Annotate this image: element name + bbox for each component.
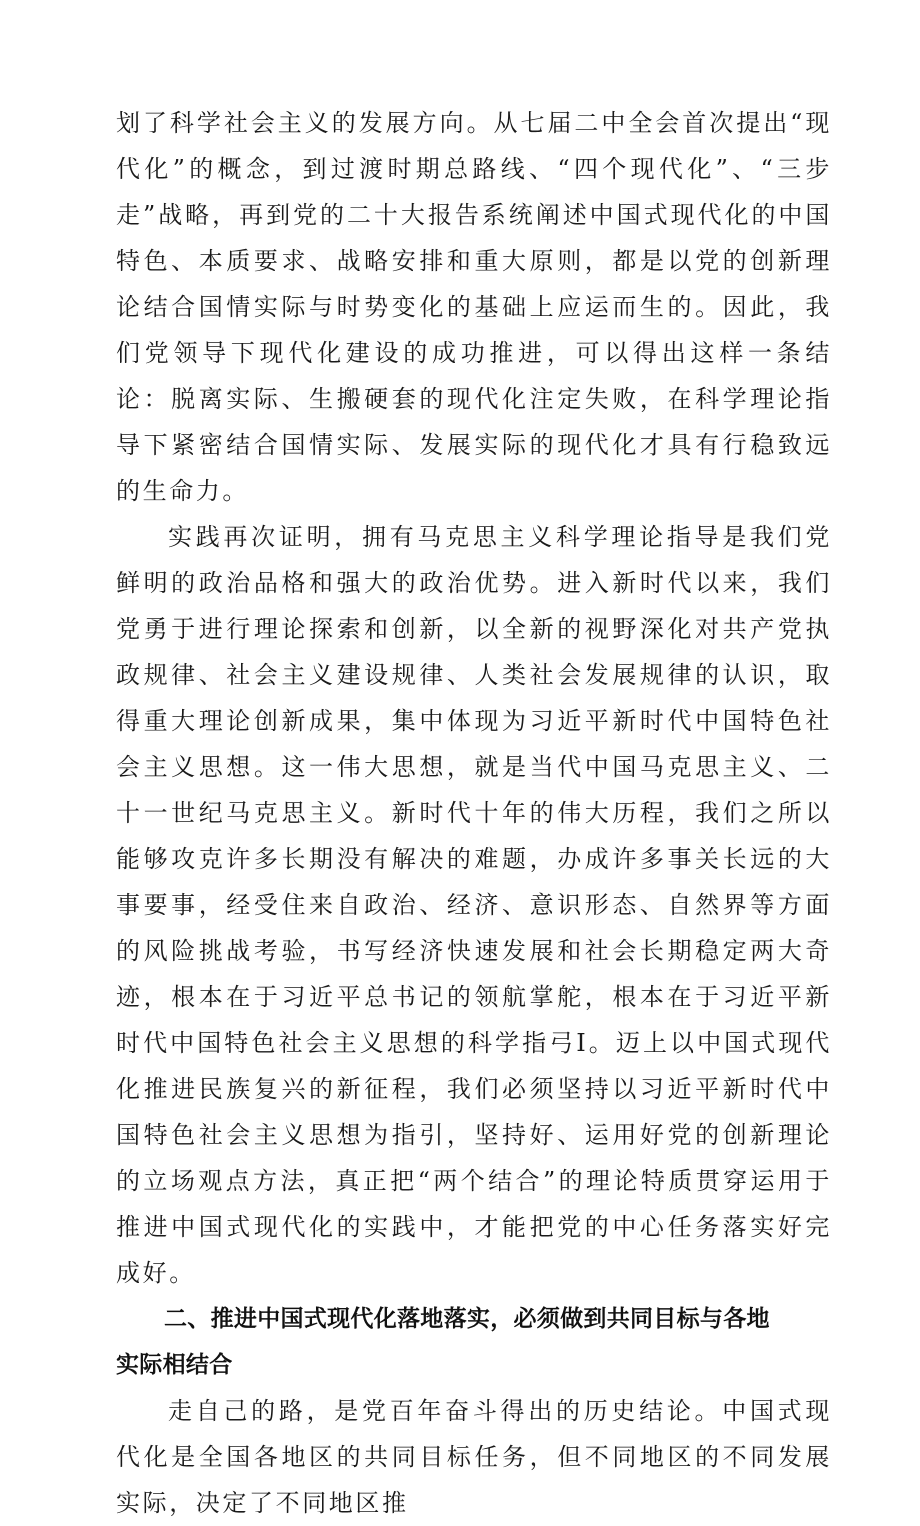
section-heading-line-1: 二、推进中国式现代化落地落实，必须做到共同目标与各地 [164, 1306, 770, 1332]
body-paragraph-1: 划了科学社会主义的发展方向。从七届二中全会首次提出“现代化”的概念，到过渡时期总路线、“四个现代化”、“三步走”战略，再到党的二十大报告系统阐述中国式现代化的中国特色、本质要求、战略安排和重大原则，都是以党的创新理论结合国情实际与时势变化的基础上应运而生的。因此，我们党领导下现代化建设的成功推进，可以得出这样一条结论：脱离实际、生搬硬套的现代化注定失败，在科学理论指导下紧密结合国情实际、发展实际的现代化才具有行稳致远的生命力。 [116, 109, 832, 505]
body-paragraph-3: 走自己的路，是党百年奋斗得出的历史结论。中国式现代化是全国各地区的共同目标任务，但不同地区的不同发展实际，决定了不同地区推 [116, 1397, 832, 1517]
section-heading [116, 1296, 832, 1388]
body-paragraph-2: 实践再次证明，拥有马克思主义科学理论指导是我们党鲜明的政治品格和强大的政治优势。进入新时代以来，我们党勇于进行理论探索和创新，以全新的视野深化对共产党执政规律、社会主义建设规律、人类社会发展规律的认识，取得重大理论创新成果，集中体现为习近平新时代中国特色社会主义思想。这一伟大思想，就是当代中国马克思主义、二十一世纪马克思主义。新时代十年的伟大历程，我们之所以能够攻克许多长期没有解决的难题，办成许多事关长远的大事要事，经受住来自政治、经济、意识形态、自然界等方面的风险挑战考验，书写经济快速发展和社会长期稳定两大奇迹，根本在于习近平总书记的领航掌舵，根本在于习近平新时代中国特色社会主义思想的科学指弓I。迈上以中国式现代化推进民族复兴的新征程，我们必须坚持以习近平新时代中国特色社会主义思想为指引，坚持好、运用好党的创新理论的立场观点方法，真正把“两个结合”的理论特质贯穿运用于推进中国式现代化的实践中，才能把党的中心任务落实好完成好。 [116, 523, 832, 1287]
section-heading-line-2: 实际相结合 [116, 1352, 233, 1378]
document-page [116, 100, 832, 1526]
